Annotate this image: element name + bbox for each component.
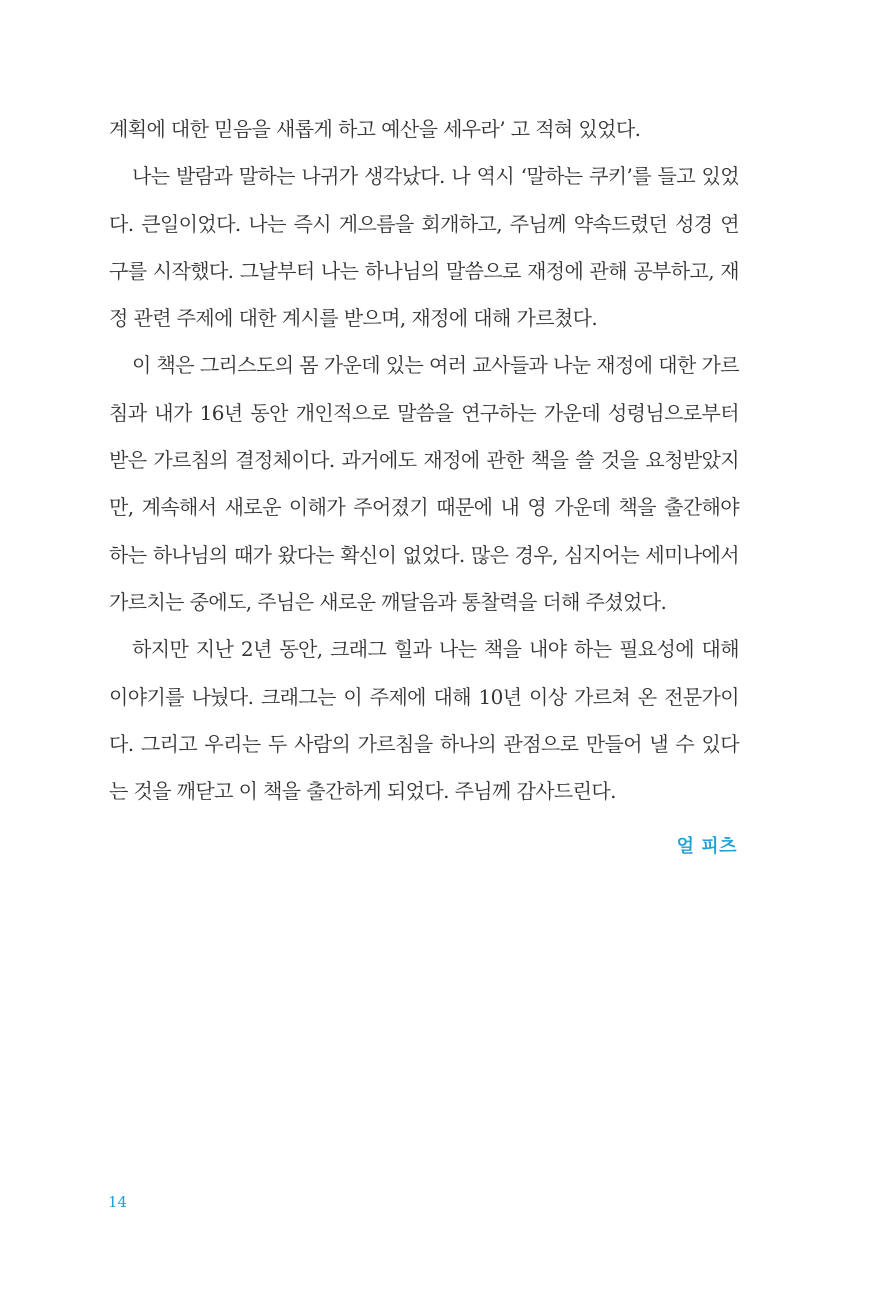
body-text [109, 106, 739, 815]
page-number: 14 [108, 1193, 128, 1211]
author-signature: 얼 피츠 [676, 836, 737, 857]
paragraph-3: 이 책은 그리스도의 몸 가운데 있는 여러 교사들과 나눈 재정에 대한 가르침과 내가 16년 동안 개인적으로 말씀을 연구하는 가운데 성령님으로부터 받은 가르침의 결정체이다. 과거에도 재정에 관한 책을 쓸 것을 요청받았지만, 계속해서 새로운 이해가 주어졌기 때문에 내 영 가운데 책을 출간해야 하는 하나님의 때가 왔다는 확신이 없었다. 많은 경우, 심지어는 세미나에서 가르치는 중에도, 주님은 새로운 깨달음과 통찰력을 더해 주셨었다. [109, 353, 739, 614]
paragraph-1: 계획에 대한 믿음을 새롭게 하고 예산을 세우라’ 고 적혀 있었다. [109, 117, 641, 141]
paragraph-2: 나는 발람과 말하는 나귀가 생각났다. 나 역시 ‘말하는 쿠키’를 들고 있었다. 큰일이었다. 나는 즉시 게으름을 회개하고, 주님께 약속드렸던 성경 연구를 시작했다. 그날부터 나는 하나님의 말씀으로 재정에 관해 공부하고, 재정 관련 주제에 대한 계시를 받으며, 재정에 대해 가르쳤다. [109, 164, 739, 331]
paragraph-4: 하지만 지난 2년 동안, 크래그 힐과 나는 책을 내야 하는 필요성에 대해 이야기를 나눴다. 크래그는 이 주제에 대해 10년 이상 가르쳐 온 전문가이다. 그리고 우리는 두 사람의 가르침을 하나의 관점으로 만들어 낼 수 있다는 것을 깨닫고 이 책을 출간하게 되었다. 주님께 감사드린다. [109, 637, 739, 804]
